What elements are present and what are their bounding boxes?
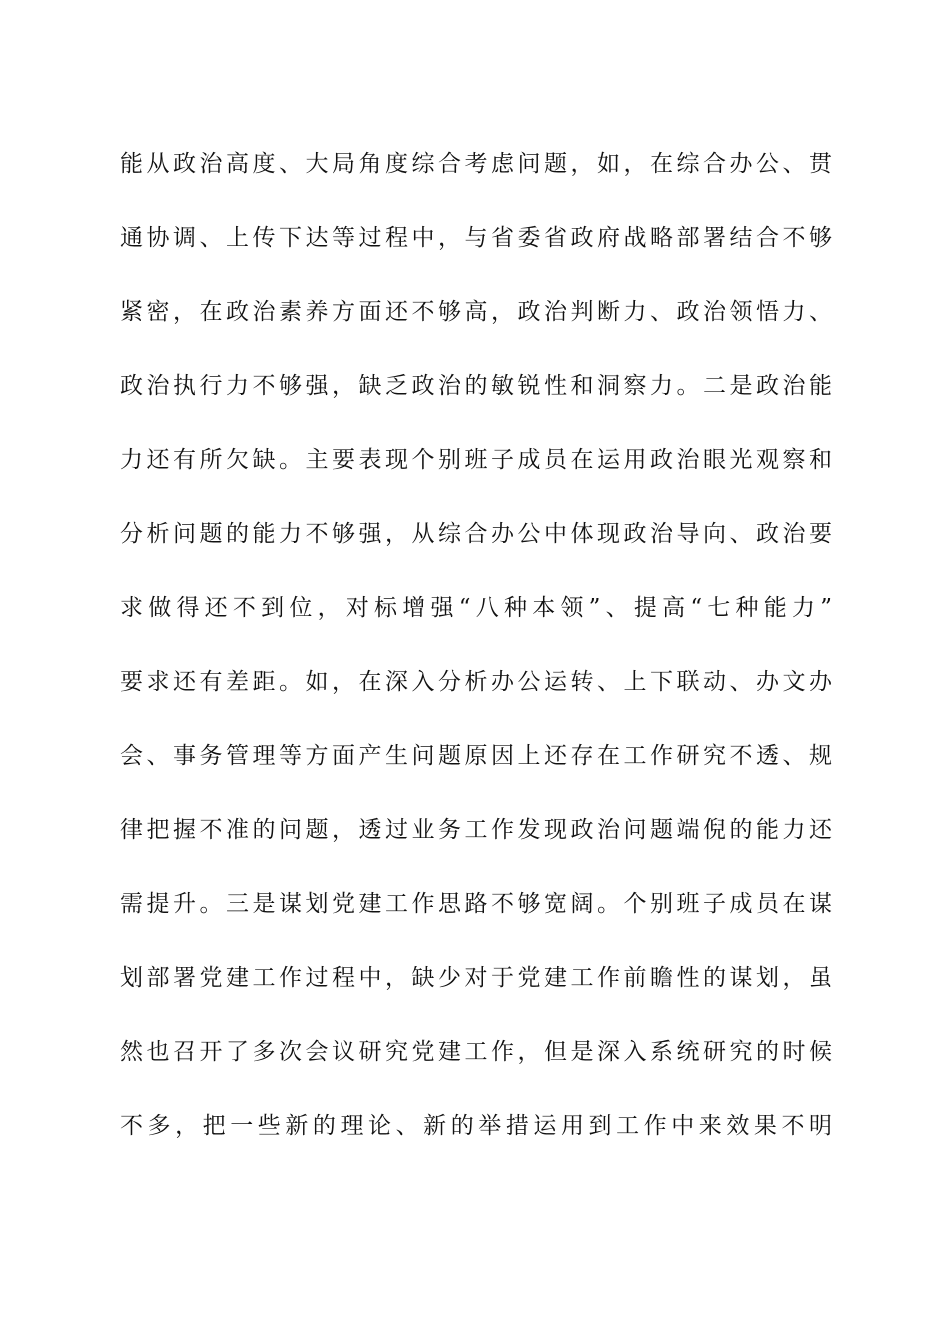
text-line: 会、事务管理等方面产生问题原因上还存在工作研究不透、规	[120, 743, 832, 769]
text-line: 分析问题的能力不够强，从综合办公中体现政治导向、政治要	[120, 521, 832, 547]
text-line: 划部署党建工作过程中，缺少对于党建工作前瞻性的谋划，虽	[120, 965, 832, 991]
body-paragraph	[120, 144, 832, 1180]
text-line: 政治执行力不够强，缺乏政治的敏锐性和洞察力。二是政治能	[120, 373, 832, 399]
text-line: 要求还有差距。如，在深入分析办公运转、上下联动、办文办	[120, 669, 832, 695]
text-line: 律把握不准的问题，透过业务工作发现政治问题端倪的能力还	[120, 817, 832, 843]
text-line: 能从政治高度、大局角度综合考虑问题，如，在综合办公、贯	[120, 151, 832, 177]
text-line: 力还有所欠缺。主要表现个别班子成员在运用政治眼光观察和	[120, 447, 832, 473]
text-line: 需提升。三是谋划党建工作思路不够宽阔。个别班子成员在谋	[120, 891, 832, 917]
text-line: 求做得还不到位，对标增强“八种本领”、提高“七种能力”	[120, 595, 832, 621]
text-line: 紧密，在政治素养方面还不够高，政治判断力、政治领悟力、	[120, 299, 832, 325]
text-line: 不多，把一些新的理论、新的举措运用到工作中来效果不明	[120, 1113, 832, 1139]
text-line: 然也召开了多次会议研究党建工作，但是深入系统研究的时候	[120, 1039, 832, 1065]
text-line: 通协调、上传下达等过程中，与省委省政府战略部署结合不够	[120, 225, 832, 251]
